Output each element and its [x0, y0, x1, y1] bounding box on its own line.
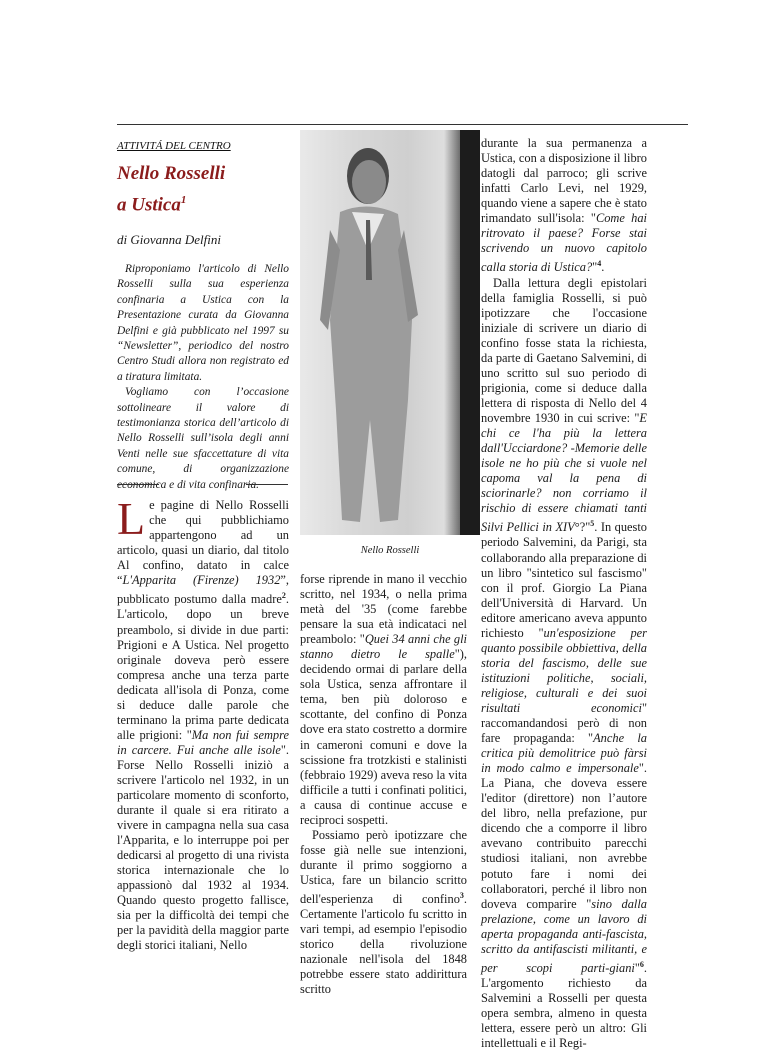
body-paragraph: forse riprende in mano il vecchio scritto, nel 1934, o nella prima metà del '35 (come farebbe pensare la sua età indicataci nel preambolo: "Quei 34 anni che gli stanno dietro le spalle"), decidendo ormai di parlare della sola Ustica, senza affrontare il tema, ben più doloroso e scottante, del confino di Ponza dove era stato costretto a dormire in cameroni comuni e dove la scissione fra trotzkisti e stalinisti (febbraio 1929) aveva reso la vita difficile a tutti i confinati politici, a causa di continue accuse e reciproci sospetti.	[300, 572, 468, 827]
intro-paragraph: Riproponiamo l'articolo di Nello Rosselli sulla sua esperienza confinaria a Ustica con la Presentazione curata da Giovanna Delfini e già pubblicato nel 1997 su “Newsletter”, periodico del nostro Centro Studi allora non registrato ed a tiratura limitata.	[117, 263, 289, 383]
intro-paragraph: Vogliamo con l’occasione sottolineare il valore di testimonianza storica dell’articolo di Nello Rosselli sull’isola degli anni Venti nelle sue sfaccettature di vita comune, di organizzazione economica e di vita confinaria.	[117, 386, 289, 491]
intro-block	[117, 262, 289, 493]
drop-cap: L	[117, 493, 146, 544]
footnote-ref: 6	[639, 959, 644, 969]
portrait-photo	[300, 130, 480, 535]
footnote-ref: 3	[459, 890, 464, 900]
footnote-ref: 5	[590, 519, 595, 529]
title-line-1: Nello Rosselli	[117, 163, 226, 184]
portrait-image	[300, 130, 480, 535]
title-line-2: a Ustica$^1$	[117, 194, 187, 216]
body-paragraph: Dalla lettura degli epistolari della famiglia Rosselli, si può ipotizzare che l'occasione iniziale di scrivere un diario di confino fosse stata la richiesta, da parte di Gaetano Salvemini, di uno scritto sul suo periodo di prigionia, come si deduce dalla lettera di risposta di Nello del 4 novembre 1930 in cui scrive: "E chi ce l'ha più la lettera dall'Ucciardone? -Memorie delle isole ne ho più che si vuole nel capoma val la pena di sciorinarle? non corriamo il rischio di essere chiamati tanti Silvi Pellici in XIV°?"$^5$. In questo periodo Salvemini, da Parigi, sta collaborando alla preparazione di un libro "sintetico sul fascismo" con il prof. Giorgio La Piana dell'Università di Harvard. Un editore americano aveva appunto richiesto "un'esposizione per quanto possibile obbiettiva, della storia del fascismo, delle sue istituzioni politiche, sociali, religiose, culturali e dei suoi risultati economici" raccomandandosi però di non fare propaganda: "Anche la critica più demolitrice può fàrsi in modo calmo e impersonale". La Piana, che doveva essere l'editor (direttore) non l’autore del libro, nella prefazione, pur dicendo che a comporre il libro avevano contribuito parecchi studiosi italiani, non avrebbe potuto fare i nomi dei collaboratori, perché il libro non doveva comparire "sino dalla prelazione, come un lavoro di aperta propaganda anti-fascista, scritto da antifascisti militanti, e per scopi parti-giani"$^6$. L'argomento richiesto da Salvemini a Rosselli per questa opera sembra, almeno in questa lettera, essere però un altro: Gli intellettuali e il Regi-	[481, 275, 647, 1051]
title-footnote-ref: 1	[180, 194, 187, 206]
author-byline: di Giovanna Delfini	[117, 232, 221, 247]
body-paragraph: Le pagine di Nello Rosselli che qui pubblichiamo appartengono ad un articolo, quasi un diario, dal titolo Al confino, datato in calce “L'Apparita (Firenze) 1932”, pubblicato postumo dalla madre$^2$. L'articolo, dopo un breve preambolo, si divide in due parti: Prigioni e A Ustica. Nel progetto originale doveva però essere compresa anche una terza parte dedicata all'isola di Ponza, come si deduce dalle parole che terminano la prima parte dedicata alle prigioni: "Ma non fui sempre in carcere. Fui anche alle isole". Forse Nello Rosselli iniziò a scrivere l'articolo nel 1932, in un particolare momento di sconforto, durante il quale si era ritirato a vivere in campagna nella sua casa l'Apparita, e lo interruppe poi per dedicarsi al progetto di una rivista storica internazionale che lo appassionò dal 1932 al 1934. Quando questo progetto fallisce, sia per la difficoltà dei tempi che per la pavidità della maggior parte degli storici italiani, Nello	[117, 493, 289, 953]
body-paragraph: durante la sua permanenza a Ustica, con a disposizione il libro datogli dal parroco; gli scrive infatti Carlo Levi, nel 1929, quando viene a sapere che è stato rimandato sull'isola: "Come hai ritrovato il paese? Forse stai scrivendo un nuovo capitolo calla storia di Ustica?"$^4$.	[481, 136, 648, 275]
separator-left	[117, 484, 159, 485]
column-1	[117, 493, 289, 954]
photo-caption: Nello Rosselli	[360, 545, 420, 556]
column-3	[481, 136, 647, 1051]
separator-right	[246, 484, 288, 485]
section-label: ATTIVITÁ DEL CENTRO	[117, 140, 231, 152]
article-title	[117, 160, 225, 218]
header-rule	[117, 124, 688, 125]
body-paragraph: Possiamo però ipotizzare che fosse già nelle sue intenzioni, durante il primo soggiorno a Ustica, fare un bilancio scritto dell'esperienza di confino$^3$. Certamente l'articolo fu scritto in vari tempi, ad esempio l'episodio storico della rivoluzione nazionale nell'isola del 1848 potrebbe essere stato addirittura scritto	[300, 827, 467, 997]
column-2	[300, 572, 467, 997]
footnote-ref: 2	[281, 591, 286, 601]
footnote-ref: 4	[597, 259, 602, 269]
